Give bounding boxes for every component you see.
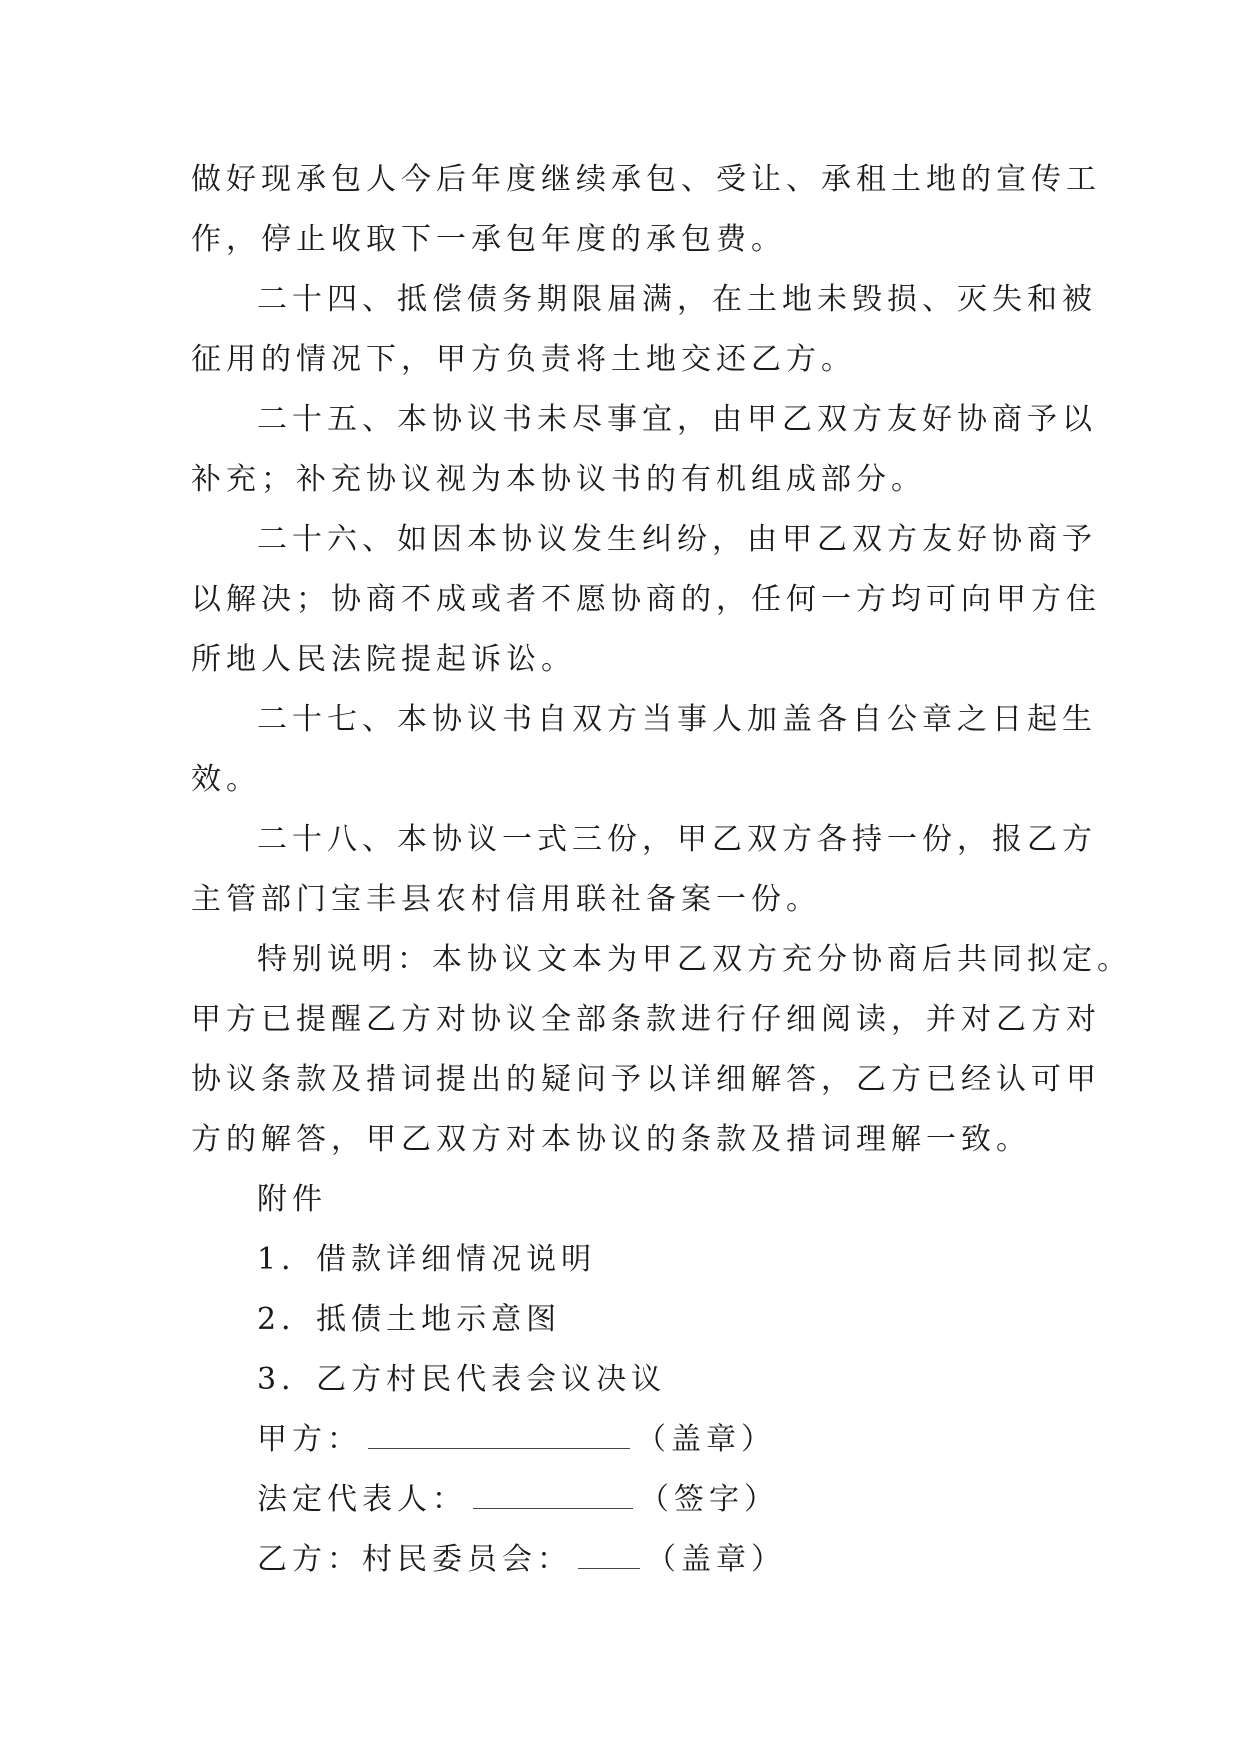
paragraph-article-27: [191, 690, 1097, 810]
text-line: 二十七、本协议书自双方当事人加盖各自公章之日起生: [257, 702, 1097, 737]
text-line: 方的解答，甲乙双方对本协议的条款及措词理解一致。: [191, 1122, 1031, 1157]
signature-blank: [578, 1538, 640, 1569]
paragraph-continuation: [191, 150, 1101, 270]
text-line: 做好现承包人今后年度继续承包、受让、承租土地的宣传工: [191, 162, 1101, 197]
text-line: 二十六、如因本协议发生纠纷，由甲乙双方友好协商予: [257, 522, 1097, 557]
text-line: 主管部门宝丰县农村信用联社备案一份。: [191, 882, 821, 917]
text-line: 甲方已提醒乙方对协议全部条款进行仔细阅读，并对乙方对: [191, 1002, 1101, 1037]
text-line: 协议条款及措词提出的疑问予以详细解答，乙方已经认可甲: [191, 1062, 1101, 1097]
paragraph-article-26: [191, 510, 1101, 690]
signature-note: （盖章）: [646, 1542, 786, 1577]
document-body: [191, 150, 1132, 1590]
signature-label: 法定代表人：: [257, 1482, 467, 1517]
text-line: 二十四、抵偿债务期限届满，在土地未毁损、灭失和被: [257, 282, 1097, 317]
attachments-heading: 附件: [257, 1182, 327, 1217]
signature-note: （盖章）: [636, 1422, 776, 1457]
text-line: 效。: [191, 762, 261, 797]
signature-party-a: [191, 1410, 1071, 1470]
paragraph-article-25: [191, 390, 1097, 510]
text-line: 征用的情况下，甲方负责将土地交还乙方。: [191, 342, 856, 377]
text-line: 特别说明：本协议文本为甲乙双方充分协商后共同拟定。: [257, 942, 1132, 977]
signature-legal-representative: [191, 1470, 1071, 1530]
paragraph-article-24: [191, 270, 1097, 390]
signature-blank: [368, 1418, 630, 1449]
text-line: 二十五、本协议书未尽事宜，由甲乙双方友好协商予以: [257, 402, 1097, 437]
text-line: 作，停止收取下一承包年度的承包费。: [191, 222, 786, 257]
signature-note: （签字）: [639, 1482, 779, 1517]
paragraph-special-note: [191, 930, 1132, 1170]
attachment-item: 3．乙方村民代表会议决议: [257, 1362, 667, 1397]
paragraph-article-28: [191, 810, 1097, 930]
text-line: 二十八、本协议一式三份，甲乙双方各持一份，报乙方: [257, 822, 1097, 857]
signature-party-b: [191, 1530, 1071, 1590]
text-line: 以解决；协商不成或者不愿协商的，任何一方均可向甲方住: [191, 582, 1101, 617]
text-line: 补充；补充协议视为本协议书的有机组成部分。: [191, 462, 926, 497]
attachment-item: 2．抵债土地示意图: [257, 1302, 562, 1337]
signature-label: 乙方：村民委员会：: [257, 1542, 572, 1577]
signature-blank: [473, 1478, 633, 1509]
signature-label: 甲方：: [257, 1422, 362, 1457]
signature-section: [191, 1410, 1071, 1590]
attachments-section: [191, 1170, 1071, 1410]
attachment-item: 1．借款详细情况说明: [257, 1242, 597, 1277]
text-line: 所地人民法院提起诉讼。: [191, 642, 576, 677]
